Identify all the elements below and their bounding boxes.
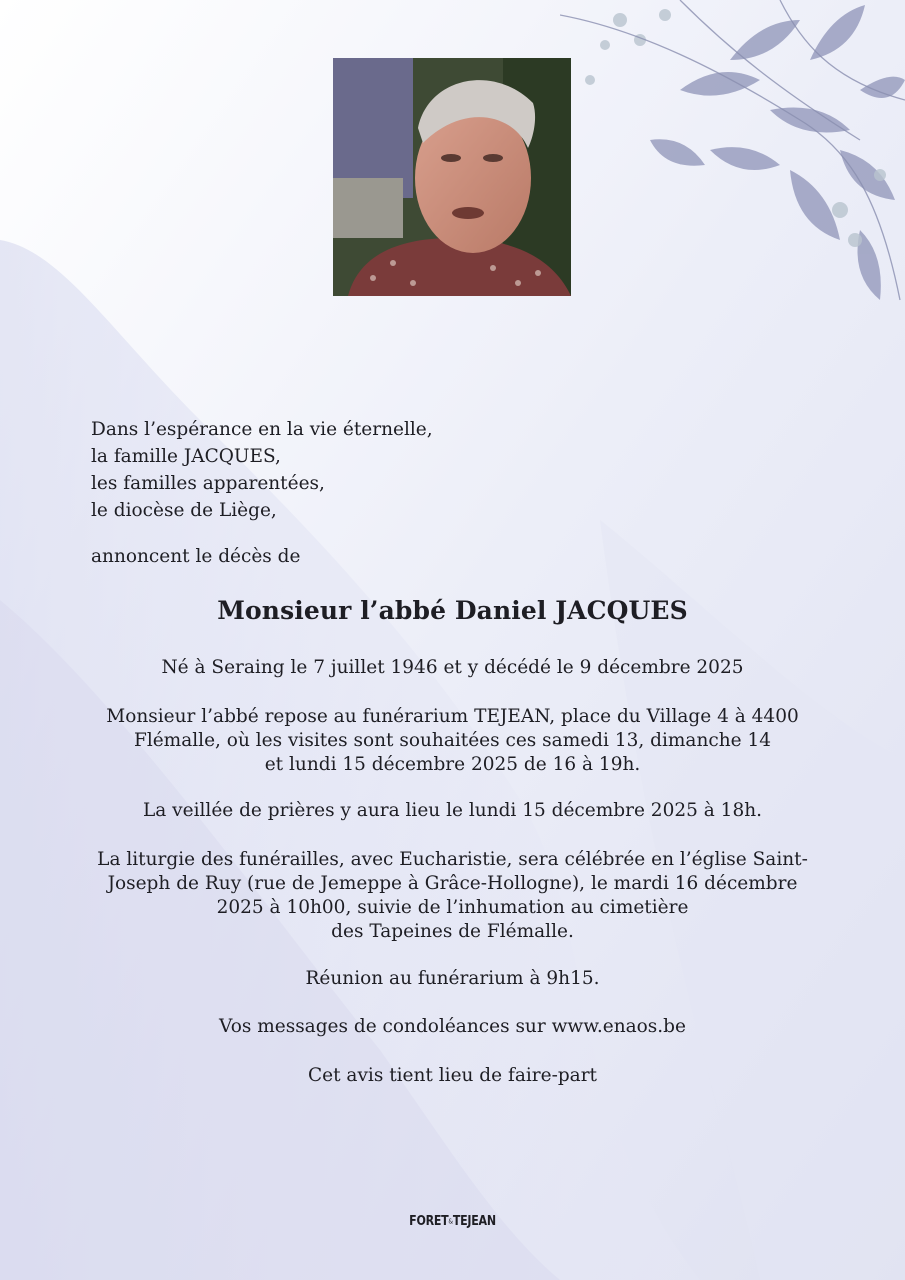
foret-tejean-logo: [68, 1214, 837, 1229]
condolences-text: Vos messages de condoléances sur www.enaos.be: [219, 1016, 686, 1037]
announce-text: annoncent le décès de: [91, 546, 301, 567]
funerarium-line: et lundi 15 décembre 2025 de 16 à 19h.: [264, 754, 641, 775]
notice-text: Cet avis tient lieu de faire-part: [308, 1065, 597, 1086]
funerarium-paragraph: [70, 705, 835, 777]
liturgy-line: La liturgie des funérailles, avec Eucharistie, sera célébrée en l’église Saint-: [97, 849, 808, 870]
logo-right: TEJEAN: [452, 1214, 496, 1229]
intro-line: la famille JACQUES,: [91, 446, 281, 467]
intro-line: le diocèse de Liège,: [91, 500, 277, 521]
liturgy-line: 2025 à 10h00, suivie de l’inhumation au cimetière: [216, 897, 689, 918]
logo-ampersand: &: [448, 1217, 453, 1226]
funerarium-line: Flémalle, où les visites sont souhaitées ces samedi 13, dimanche 14: [133, 730, 772, 751]
birth-death-text: Né à Seraing le 7 juillet 1946 et y décédé le 9 décembre 2025: [161, 657, 744, 678]
deceased-name: Monsieur l’abbé Daniel JACQUES: [217, 596, 688, 625]
reunion-text: Réunion au funérarium à 9h15.: [305, 968, 600, 989]
leaf-decoration: [560, 0, 905, 310]
intro-block: [91, 416, 691, 524]
vigil-text: La veillée de prières y aura lieu le lundi 15 décembre 2025 à 18h.: [142, 800, 763, 821]
liturgy-line: des Tapeines de Flémalle.: [331, 921, 574, 942]
liturgy-paragraph: [70, 848, 835, 944]
intro-line: les familles apparentées,: [91, 473, 325, 494]
intro-line: Dans l’espérance en la vie éternelle,: [91, 419, 433, 440]
logo-left: FORET: [409, 1214, 449, 1229]
portrait-photo: [333, 58, 571, 296]
funerarium-line: Monsieur l’abbé repose au funérarium TEJEAN, place du Village 4 à 4400: [106, 706, 799, 727]
liturgy-line: Joseph de Ruy (rue de Jemeppe à Grâce-Hollogne), le mardi 16 décembre: [107, 873, 798, 894]
